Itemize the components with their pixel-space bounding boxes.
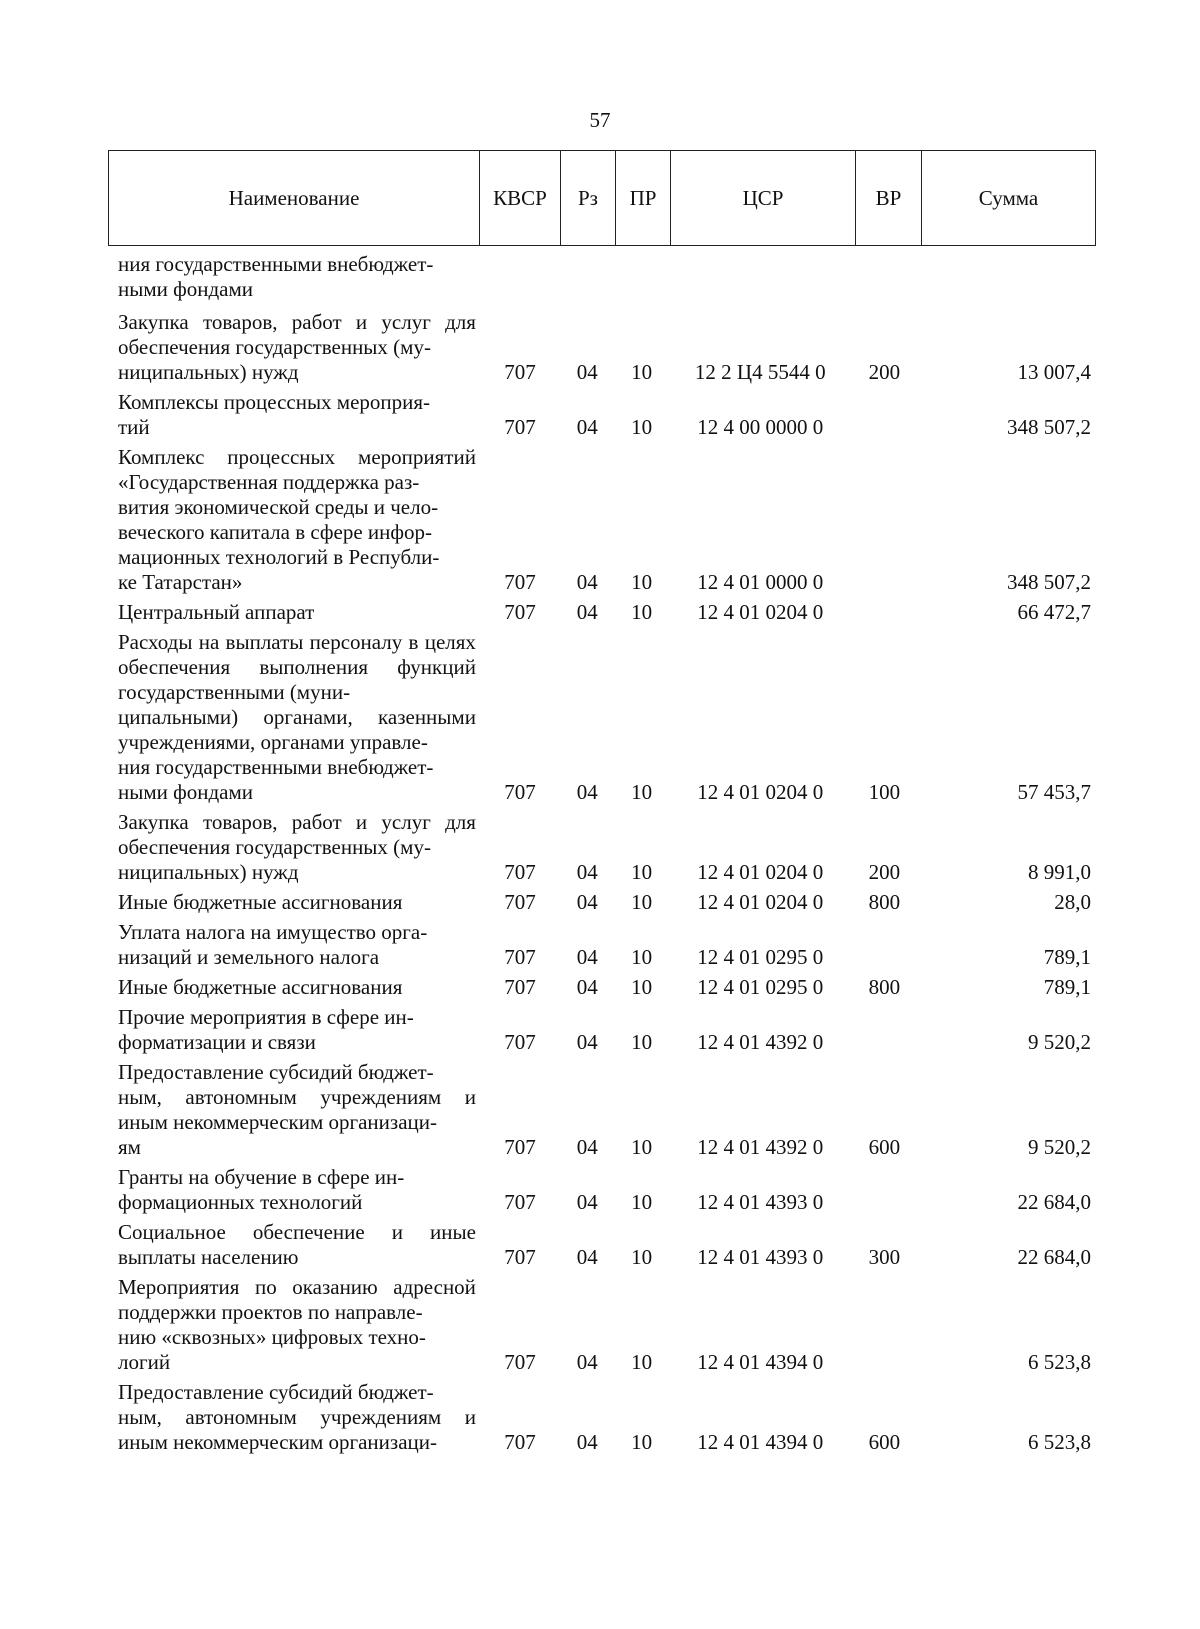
row-rz: 04: [576, 1135, 598, 1159]
row-csr: 12 4 01 4393 0: [697, 1245, 824, 1269]
row-kvsr: 707: [504, 975, 536, 999]
header-sum: Сумма: [922, 151, 1096, 246]
row-sum: 6 523,8: [1028, 1430, 1091, 1454]
row-csr: 12 4 01 0204 0: [697, 860, 824, 884]
row-pr: 10: [631, 1135, 653, 1159]
row-pr: 10: [631, 1030, 653, 1054]
row-csr: 12 2 Ц4 5544 0: [694, 360, 826, 384]
row-kvsr: 707: [504, 1190, 536, 1214]
header-kvsr: КВСР: [480, 151, 561, 246]
header-name: Наименование: [109, 151, 480, 246]
table-row: [108, 920, 1093, 970]
row-rz: 04: [576, 570, 598, 594]
row-kvsr: 707: [504, 1030, 536, 1054]
row-sum: 6 523,8: [1028, 1350, 1091, 1374]
row-name: Уплата налога на имущество орга- низаций и земельного налога: [118, 920, 428, 969]
row-vr: 200: [868, 360, 901, 384]
row-kvsr: 707: [504, 890, 536, 914]
table-row: [108, 390, 1093, 440]
row-sum: 28,0: [1054, 890, 1091, 914]
row-rz: 04: [576, 1190, 598, 1214]
row-rz: 04: [576, 1350, 598, 1374]
row-rz: 04: [576, 860, 598, 884]
row-pr: 10: [631, 975, 653, 999]
row-pr: 10: [631, 780, 653, 804]
header-vr: ВР: [856, 151, 922, 246]
table-row: [108, 445, 1093, 595]
row-name: Мероприятия по оказанию адресной поддержки проектов по направле- нию «сквозных» цифровых техно- логий: [118, 1275, 476, 1374]
row-pr: 10: [631, 1245, 653, 1269]
table-row: [108, 1005, 1093, 1055]
table-header: [108, 150, 1096, 246]
row-vr: 600: [868, 1135, 901, 1159]
row-name: Расходы на выплаты персоналу в целях обеспечения выполнения функций государственными (муни- ципальными) органами, казенными учреждениями, органами управле- ния государственными внебюджет- ными фондами: [118, 630, 476, 804]
header-rz: Рз: [561, 151, 616, 246]
table-row: [108, 975, 1093, 1000]
row-sum: 13 007,4: [1017, 360, 1091, 384]
table-row: [108, 1380, 1093, 1455]
row-name: Комплексы процессных мероприя- тий: [118, 390, 431, 439]
row-sum: 9 520,2: [1028, 1030, 1091, 1054]
row-kvsr: 707: [504, 945, 536, 969]
row-csr: 12 4 01 0204 0: [697, 780, 824, 804]
row-csr: 12 4 01 0000 0: [697, 570, 824, 594]
row-kvsr: 707: [504, 570, 536, 594]
row-rz: 04: [576, 1245, 598, 1269]
table-row: [108, 890, 1093, 915]
row-csr: 12 4 01 0295 0: [697, 945, 824, 969]
row-csr: 12 4 01 0204 0: [697, 890, 824, 914]
row-name: Гранты на обучение в сфере ин- формационных технологий: [118, 1165, 405, 1214]
table-row: [108, 1275, 1093, 1375]
row-vr: 300: [868, 1245, 901, 1269]
row-kvsr: 707: [504, 415, 536, 439]
row-csr: 12 4 01 0204 0: [697, 600, 824, 624]
row-pr: 10: [631, 600, 653, 624]
row-kvsr: 707: [504, 860, 536, 884]
page-number: 57: [589, 108, 611, 132]
row-rz: 04: [576, 1030, 598, 1054]
row-rz: 04: [576, 975, 598, 999]
row-name: Закупка товаров, работ и услуг для обеспечения государственных (му- ниципальных) нужд: [118, 310, 476, 384]
row-csr: 12 4 00 0000 0: [697, 415, 824, 439]
row-vr: 800: [868, 890, 901, 914]
row-kvsr: 707: [504, 1135, 536, 1159]
row-sum: 348 507,2: [1007, 570, 1091, 594]
row-csr: 12 4 01 4392 0: [697, 1135, 824, 1159]
row-sum: 348 507,2: [1007, 415, 1091, 439]
row-pr: 10: [631, 415, 653, 439]
table-row: [108, 1220, 1093, 1270]
row-csr: 12 4 01 4394 0: [697, 1350, 824, 1374]
row-kvsr: 707: [504, 780, 536, 804]
row-pr: 10: [631, 360, 653, 384]
table-row: [108, 1165, 1093, 1215]
row-csr: 12 4 01 4392 0: [697, 1030, 824, 1054]
row-csr: 12 4 01 0295 0: [697, 975, 824, 999]
row-sum: 789,1: [1043, 975, 1091, 999]
header-pr: ПР: [616, 151, 671, 246]
row-rz: 04: [576, 415, 598, 439]
row-kvsr: 707: [504, 1350, 536, 1374]
row-sum: 8 991,0: [1028, 860, 1091, 884]
row-name: Закупка товаров, работ и услуг для обеспечения государственных (му- ниципальных) нужд: [118, 810, 476, 884]
table-row: [108, 1060, 1093, 1160]
header-csr: ЦСР: [671, 151, 856, 246]
row-pr: 10: [631, 945, 653, 969]
table-row: [108, 630, 1093, 805]
row-rz: 04: [576, 780, 598, 804]
row-pr: 10: [631, 890, 653, 914]
row-sum: 22 684,0: [1017, 1245, 1091, 1269]
row-sum: 57 453,7: [1017, 780, 1091, 804]
row-name: Центральный аппарат: [118, 600, 315, 624]
row-rz: 04: [576, 360, 598, 384]
table-row: [108, 810, 1093, 885]
row-vr: 100: [868, 780, 901, 804]
row-sum: 22 684,0: [1017, 1190, 1091, 1214]
row-name: Социальное обеспечение и иные выплаты населению: [118, 1220, 476, 1269]
row-name: Предоставление субсидий бюджет- ным, автономным учреждениям и иным некоммерческим организаци-: [118, 1380, 476, 1454]
row-kvsr: 707: [504, 1430, 536, 1454]
row-sum: 9 520,2: [1028, 1135, 1091, 1159]
row-vr: 600: [868, 1430, 901, 1454]
row-sum: 789,1: [1043, 945, 1091, 969]
row-name: Предоставление субсидий бюджет- ным, автономным учреждениям и иным некоммерческим организаци- ям: [118, 1060, 476, 1159]
row-kvsr: 707: [504, 1245, 536, 1269]
row-vr: 200: [868, 860, 901, 884]
row-kvsr: 707: [504, 360, 536, 384]
table-row: [108, 310, 1093, 385]
row-kvsr: 707: [504, 600, 536, 624]
row-sum: 66 472,7: [1017, 600, 1091, 624]
row-name: Иные бюджетные ассигнования: [118, 975, 403, 999]
row-name: Комплекс процессных мероприятий «Государственная поддержка раз- вития экономической среды и чело- веческого капитала в сфере инфор- мационных технологий в Республи- ке Татарстан»: [118, 445, 476, 594]
row-name: Иные бюджетные ассигнования: [118, 890, 403, 914]
row-csr: 12 4 01 4393 0: [697, 1190, 824, 1214]
row-rz: 04: [576, 1430, 598, 1454]
row-pr: 10: [631, 570, 653, 594]
table-body: [108, 252, 1093, 1460]
table-row: [108, 252, 1093, 302]
row-name: Прочие мероприятия в сфере ин- форматизации и связи: [118, 1005, 414, 1054]
row-rz: 04: [576, 890, 598, 914]
row-csr: 12 4 01 4394 0: [697, 1430, 824, 1454]
row-pr: 10: [631, 1190, 653, 1214]
row-pr: 10: [631, 1350, 653, 1374]
row-rz: 04: [576, 945, 598, 969]
row-rz: 04: [576, 600, 598, 624]
row-pr: 10: [631, 1430, 653, 1454]
row-name: ния государственными внебюджет- ными фондами: [118, 252, 434, 301]
row-pr: 10: [631, 860, 653, 884]
table-row: [108, 600, 1093, 625]
row-vr: 800: [868, 975, 901, 999]
